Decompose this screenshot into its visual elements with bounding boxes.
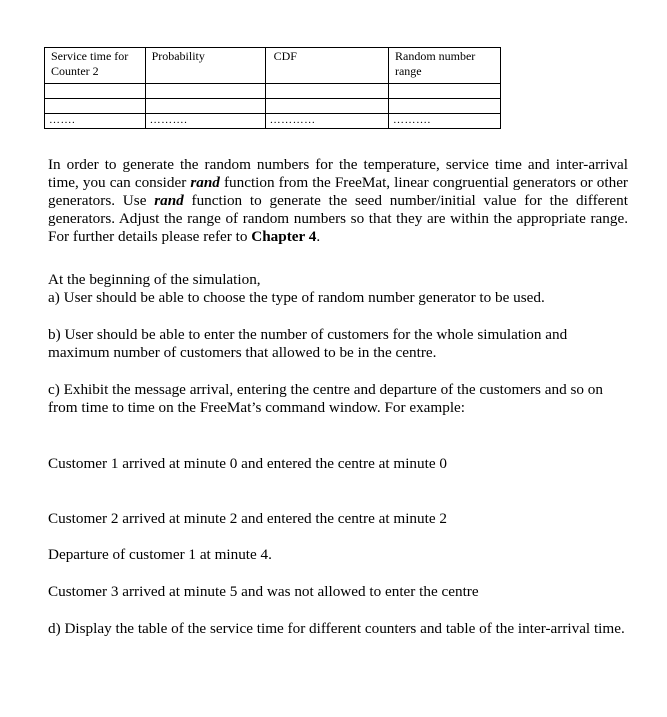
example-line-4: Customer 3 arrived at minute 5 and was not allowed to enter the centre	[48, 583, 479, 600]
table-row	[45, 84, 501, 99]
dots-cell: …………	[265, 114, 388, 129]
header-cdf: CDF	[265, 48, 388, 84]
rand-keyword: rand	[154, 192, 184, 209]
service-time-table	[44, 47, 501, 129]
dots-cell: …….	[45, 114, 146, 129]
rand-keyword: rand	[190, 174, 220, 191]
example-line-1: Customer 1 arrived at minute 0 and entered the centre at minute 0	[48, 455, 447, 472]
header-random-number-range: Random number range	[388, 48, 500, 84]
header-service-time: Service time for Counter 2	[45, 48, 146, 84]
item-b: b) User should be able to enter the number of customers for the whole simulation and maximum number of customers that allowed to be in the centre.	[48, 326, 568, 361]
dots-cell: ……….	[388, 114, 500, 129]
example-line-3: Departure of customer 1 at minute 4.	[48, 546, 272, 563]
table-row	[45, 99, 501, 114]
chapter-reference: Chapter 4	[251, 228, 317, 245]
beginning-line: At the beginning of the simulation,	[48, 271, 261, 288]
item-a: a) User should be able to choose the type of random number generator to be used.	[48, 289, 545, 306]
item-d: d) Display the table of the service time for different counters and table of the inter-arrival time.	[48, 620, 625, 637]
table-header-row	[45, 48, 501, 84]
item-c: c) Exhibit the message arrival, entering the centre and departure of the customers and so on from time to time on the FreeMat’s command window. For example:	[48, 381, 603, 416]
header-probability: Probability	[145, 48, 265, 84]
intro-paragraph: In order to generate the random numbers for the temperature, service time and inter-arrival time, you can consider rand function from the FreeMat, linear congruential generators or other generators. Use rand function to generate the seed number/initial value for the different generators. Adjust the range of random numbers so that they are within the appropriate range. For further details please refer to Chapter 4.	[48, 156, 628, 245]
dots-cell: ……….	[145, 114, 265, 129]
example-line-2: Customer 2 arrived at minute 2 and entered the centre at minute 2	[48, 510, 447, 527]
table-row-dots	[45, 114, 501, 129]
